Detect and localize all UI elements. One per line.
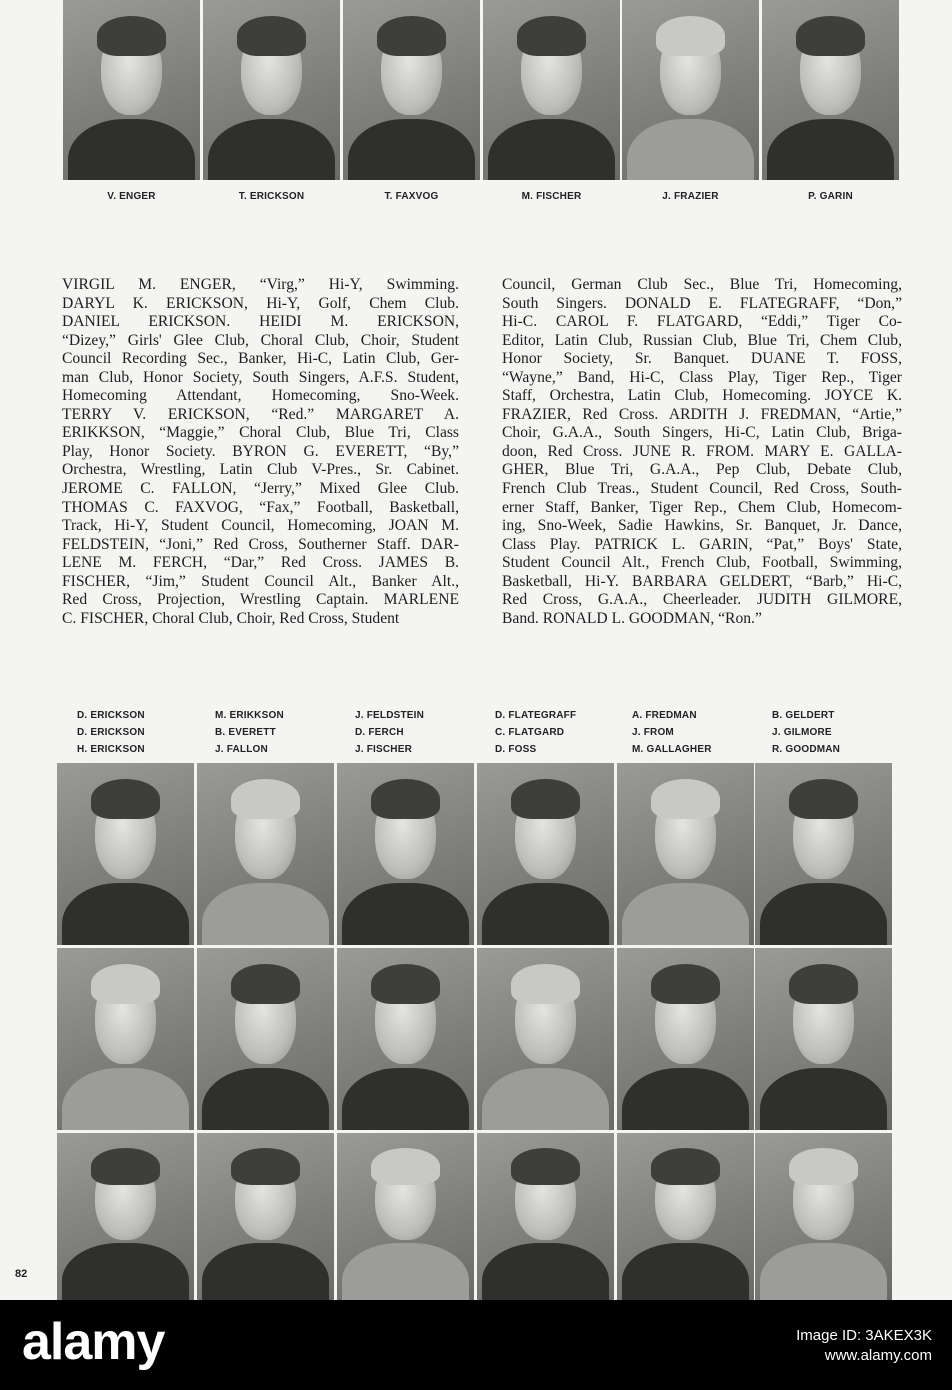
portrait-hair — [511, 779, 580, 819]
portrait-shoulders — [348, 119, 474, 180]
portrait-hair — [651, 1148, 720, 1185]
biography-line: LENE M. FERCH, “Dar,” Red Cross. JAMES B. — [62, 554, 459, 572]
biography-line: FRAZIER, Red Cross. ARDITH J. FREDMAN, “Artie,” — [502, 405, 902, 423]
caption-name: J. FALLON — [215, 744, 268, 755]
portrait-photo — [197, 948, 334, 1130]
caption-name: D. ERICKSON — [77, 710, 145, 721]
portrait-hair — [656, 16, 725, 56]
biography-line: FISCHER, “Jim,” Student Council Alt., Banker Alt., — [62, 572, 459, 590]
biography-line: VIRGIL M. ENGER, “Virg,” Hi-Y, Swimming. — [62, 276, 459, 293]
caption-name: D. ERICKSON — [77, 727, 145, 738]
caption-group — [495, 707, 625, 758]
biography-line: ERIKKSON, “Maggie,” Choral Club, Blue Tri, Class — [62, 424, 459, 442]
portrait-hair — [511, 964, 580, 1004]
biography-line: Class Play. PATRICK L. GARIN, “Pat,” Boys' State, — [502, 535, 902, 553]
portrait-caption: V. ENGER — [107, 191, 156, 202]
caption-group — [772, 707, 902, 758]
biography-line: Council, German Club Sec., Blue Tri, Homecoming, — [502, 276, 902, 293]
portrait-shoulders — [62, 883, 188, 945]
biography-line: DARYL K. ERICKSON, Hi-Y, Golf, Chem Club. — [62, 294, 459, 312]
biography-line: Play, Honor Society. BYRON G. EVERETT, “By,” — [62, 442, 459, 460]
portrait-shoulders — [202, 1068, 328, 1130]
portrait-shoulders — [62, 1243, 188, 1300]
portrait-hair — [651, 964, 720, 1004]
image-id: Image ID: 3AKEX3K — [796, 1327, 932, 1344]
portrait-shoulders — [68, 119, 194, 180]
caption-name: J. FELDSTEIN — [355, 710, 425, 721]
portrait-shoulders — [622, 1068, 748, 1130]
caption-name: M. GALLAGHER — [632, 744, 712, 755]
portrait-hair — [231, 1148, 300, 1185]
portrait-shoulders — [342, 1243, 468, 1300]
portrait-hair — [377, 16, 446, 56]
portrait-photo — [57, 763, 194, 945]
biography-line: Band. RONALD L. GOODMAN, “Ron.” — [502, 609, 762, 627]
biography-line: Track, Hi-Y, Student Council, Homecoming, JOAN M. — [62, 517, 459, 535]
portrait-shoulders — [760, 1068, 886, 1130]
portrait-hair — [97, 16, 166, 56]
site-url: www.alamy.com — [824, 1347, 932, 1364]
portrait-photo — [63, 0, 200, 180]
portrait-shoulders — [482, 1243, 608, 1300]
portrait-hair — [91, 779, 160, 819]
biography-line: Orchestra, Wrestling, Latin Club V-Pres., Sr. Cabinet. — [62, 461, 459, 479]
portrait-photo — [57, 1133, 194, 1300]
portrait-shoulders — [342, 1068, 468, 1130]
biography-line: ing, Sno-Week, Sadie Hawkins, Sr. Banquet, Jr. Dance, — [502, 517, 902, 535]
biography-line: French Club Treas., Student Council, Red Cross, South- — [502, 480, 902, 498]
portrait-photo — [477, 763, 614, 945]
biography-column-left — [62, 276, 459, 628]
portrait-photo — [197, 1133, 334, 1300]
caption-name: C. FLATGARD — [495, 727, 565, 738]
portrait-photo — [203, 0, 340, 180]
portrait-hair — [517, 16, 586, 56]
portrait-shoulders — [622, 883, 748, 945]
portrait-hair — [511, 1148, 580, 1185]
biography-line: Student Council Alt., French Club, Football, Swimming, — [502, 554, 902, 572]
biography-line: TERRY V. ERICKSON, “Red.” MARGARET A. — [62, 405, 459, 423]
caption-group — [355, 707, 485, 758]
biography-line: Choir, G.A.A., South Singers, Hi-C, Latin Club, Briga- — [502, 424, 902, 442]
portrait-photo — [755, 1133, 892, 1300]
watermark-bar — [0, 1300, 952, 1390]
biography-line: man Club, Honor Society, South Singers, A.F.S. Student, — [62, 368, 459, 386]
biography-line: Council Recording Sec., Banker, Hi-C, Latin Club, Ger- — [62, 350, 459, 368]
biography-line: THOMAS C. FAXVOG, “Fax,” Football, Basketball, — [62, 498, 459, 516]
portrait-hair — [91, 964, 160, 1004]
portrait-hair — [789, 779, 858, 819]
portrait-shoulders — [482, 883, 608, 945]
biography-line: erner Staff, Banker, Tiger Rep., Chem Club, Homecom- — [502, 498, 902, 516]
portrait-photo — [617, 948, 754, 1130]
biography-line: GHER, Blue Tri, G.A.A., Pep Club, Debate Club, — [502, 461, 902, 479]
portrait-caption: T. ERICKSON — [238, 191, 305, 202]
portrait-photo — [337, 948, 474, 1130]
biography-line: Honor Society, Sr. Banquet. DUANE T. FOSS, — [502, 350, 902, 368]
biography-column-right — [502, 276, 902, 628]
biography-line: FELDSTEIN, “Joni,” Red Cross, Southerner Staff. DAR- — [62, 535, 459, 553]
biography-line: Homecoming Attendant, Homecoming, Sno-Week. — [62, 387, 459, 405]
portrait-shoulders — [622, 1243, 748, 1300]
caption-name: J. GILMORE — [772, 727, 832, 738]
watermark-id — [796, 1326, 932, 1366]
portrait-shoulders — [767, 119, 893, 180]
caption-name: B. GELDERT — [772, 710, 835, 721]
caption-name: A. FREDMAN — [632, 710, 697, 721]
portrait-shoulders — [62, 1068, 188, 1130]
portrait-shoulders — [627, 119, 753, 180]
watermark-logo: alamy — [22, 1313, 165, 1371]
portrait-shoulders — [342, 883, 468, 945]
portrait-hair — [651, 779, 720, 819]
caption-name: M. ERIKKSON — [215, 710, 284, 721]
portrait-hair — [91, 1148, 160, 1185]
portrait-caption: J. FRAZIER — [662, 191, 719, 202]
portrait-caption: M. FISCHER — [521, 191, 582, 202]
portrait-photo — [57, 948, 194, 1130]
caption-name: D. FERCH — [355, 727, 404, 738]
portrait-photo — [617, 1133, 754, 1300]
portrait-photo — [477, 1133, 614, 1300]
caption-group — [632, 707, 762, 758]
portrait-photo — [755, 763, 892, 945]
biography-line: doon, Red Cross. JUNE R. FROM. MARY E. GALLA- — [502, 442, 902, 460]
biography-line: JEROME C. FALLON, “Jerry,” Mixed Glee Club. — [62, 480, 459, 498]
portrait-photo — [477, 948, 614, 1130]
caption-name: D. FOSS — [495, 744, 537, 755]
caption-name: H. ERICKSON — [77, 744, 145, 755]
caption-group — [215, 707, 345, 758]
portrait-photo — [755, 948, 892, 1130]
portrait-photo — [762, 0, 899, 180]
biography-line: South Singers. DONALD E. FLATEGRAFF, “Don,” — [502, 294, 902, 312]
portrait-photo — [617, 763, 754, 945]
biography-line: Editor, Latin Club, Russian Club, Blue Tri, Chem Club, — [502, 331, 902, 349]
biography-line: DANIEL ERICKSON. HEIDI M. ERICKSON, — [62, 313, 459, 331]
portrait-hair — [371, 779, 440, 819]
caption-group — [77, 707, 207, 758]
portrait-hair — [237, 16, 306, 56]
portrait-photo — [343, 0, 480, 180]
portrait-hair — [231, 964, 300, 1004]
biography-line: Staff, Orchestra, Latin Club, Homecoming. JOYCE K. — [502, 387, 902, 405]
portrait-shoulders — [760, 1243, 886, 1300]
caption-name: J. FROM — [632, 727, 674, 738]
portrait-photo — [622, 0, 759, 180]
portrait-hair — [231, 779, 300, 819]
portrait-caption: P. GARIN — [808, 191, 853, 202]
biography-line: Red Cross, G.A.A., Cheerleader. JUDITH GILMORE, — [502, 591, 902, 609]
portrait-shoulders — [482, 1068, 608, 1130]
biography-line: “Dizey,” Girls' Glee Club, Choral Club, Choir, Student — [62, 331, 459, 349]
biography-line: “Wayne,” Band, Hi-C, Class Play, Tiger Rep., Tiger — [502, 368, 902, 386]
portrait-hair — [789, 1148, 858, 1185]
biography-line: Red Cross, Projection, Wrestling Captain. MARLENE — [62, 591, 459, 609]
portrait-hair — [371, 1148, 440, 1185]
portrait-photo — [483, 0, 620, 180]
biography-line: Hi-C. CAROL F. FLATGARD, “Eddi,” Tiger Co- — [502, 313, 902, 331]
portrait-caption: T. FAXVOG — [384, 191, 439, 202]
caption-name: R. GOODMAN — [772, 744, 841, 755]
caption-name: D. FLATEGRAFF — [495, 710, 577, 721]
portrait-shoulders — [488, 119, 614, 180]
portrait-shoulders — [202, 1243, 328, 1300]
portrait-shoulders — [760, 883, 886, 945]
biography-line: C. FISCHER, Choral Club, Choir, Red Cross, Student — [62, 609, 400, 627]
portrait-hair — [789, 964, 858, 1004]
caption-name: B. EVERETT — [215, 727, 276, 738]
portrait-photo — [337, 1133, 474, 1300]
portrait-hair — [371, 964, 440, 1004]
portrait-shoulders — [202, 883, 328, 945]
portrait-shoulders — [208, 119, 334, 180]
caption-name: J. FISCHER — [355, 744, 413, 755]
portrait-photo — [337, 763, 474, 945]
page-number: 82 — [15, 1268, 28, 1280]
biography-line: Basketball, Hi-Y. BARBARA GELDERT, “Barb,” Hi-C, — [502, 572, 902, 590]
portrait-photo — [197, 763, 334, 945]
portrait-hair — [796, 16, 865, 56]
